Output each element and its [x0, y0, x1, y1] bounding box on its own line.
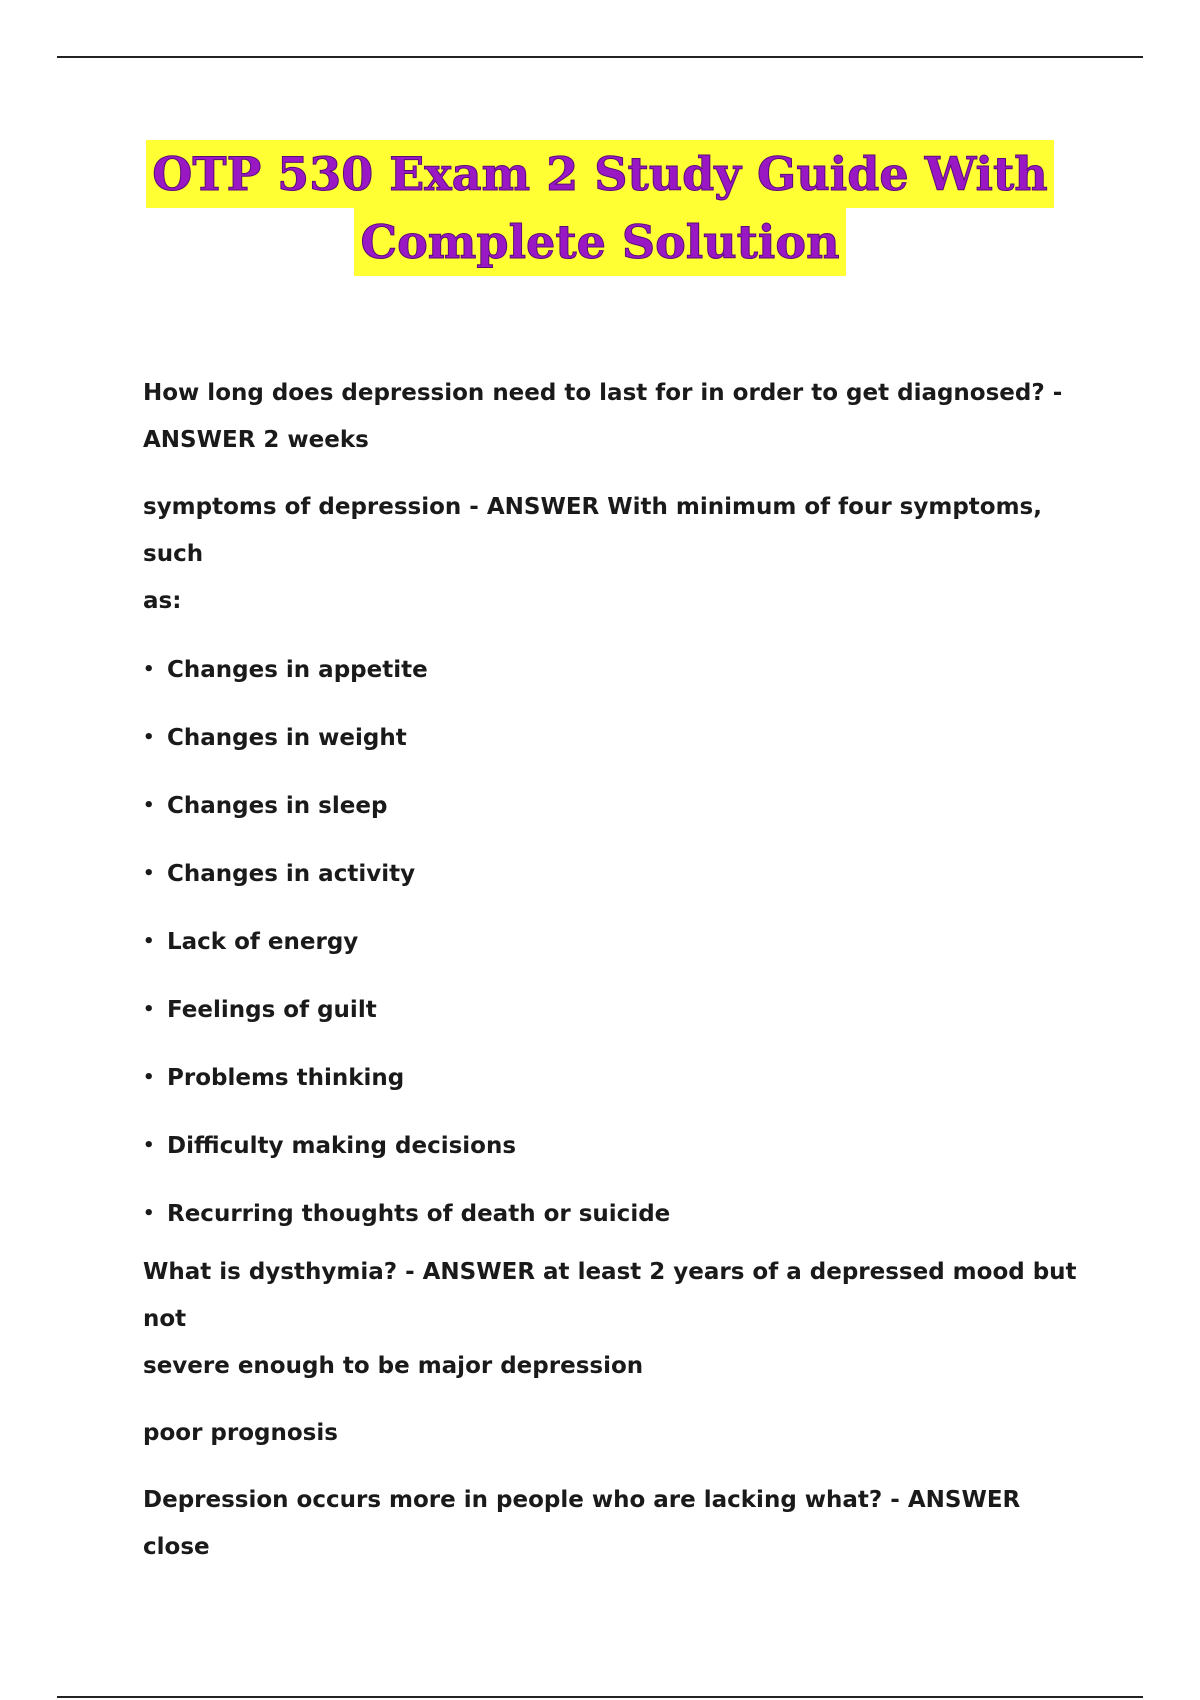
list-item: • Changes in appetite	[143, 653, 1093, 687]
qa-lacking: Depression occurs more in people who are lacking what? - ANSWER close	[143, 1487, 1021, 1560]
bullet-icon: •	[143, 795, 155, 816]
list-item: • Problems thinking	[143, 1061, 1093, 1095]
list-item: • Recurring thoughts of death or suicide	[143, 1197, 1093, 1231]
title-line-2: Complete Solution	[354, 208, 845, 276]
bullet-icon: •	[143, 1135, 155, 1156]
bullet-icon: •	[143, 931, 155, 952]
list-item: • Changes in activity	[143, 857, 1093, 891]
list-item: • Changes in weight	[143, 721, 1093, 755]
qa-dysthymia	[143, 1249, 1093, 1390]
list-item: • Difficulty making decisions	[143, 1129, 1093, 1163]
bullet-icon: •	[143, 727, 155, 748]
title-line-1: OTP 530 Exam 2 Study Guide With	[146, 140, 1053, 208]
list-item: • Lack of energy	[143, 925, 1093, 959]
bullet-icon: •	[143, 1067, 155, 1088]
bullet-icon: •	[143, 999, 155, 1020]
symptom-list	[143, 653, 1093, 1231]
top-rule	[57, 56, 1143, 58]
list-item: • Changes in sleep	[143, 789, 1093, 823]
list-item: • Feelings of guilt	[143, 993, 1093, 1027]
bottom-rule	[57, 1696, 1143, 1698]
prognosis-text: poor prognosis	[143, 1420, 338, 1446]
bullet-icon: •	[143, 659, 155, 680]
document-title	[0, 140, 1200, 276]
bullet-icon: •	[143, 1203, 155, 1224]
qa-symptoms-line-2: as:	[143, 588, 182, 614]
qa-symptoms-line-1: symptoms of depression - ANSWER With minimum of four symptoms, such	[143, 494, 1042, 567]
qa-diagnosis-line-1: How long does depression need to last for in order to get diagnosed? -	[143, 380, 1063, 406]
qa-dysthymia-line-2: severe enough to be major depression	[143, 1353, 644, 1379]
qa-diagnosis-line-2: ANSWER 2 weeks	[143, 427, 369, 453]
bullet-icon: •	[143, 863, 155, 884]
qa-dysthymia-line-1: What is dysthymia? - ANSWER at least 2 years of a depressed mood but not	[143, 1259, 1077, 1332]
qa-diagnosis-duration	[143, 370, 1093, 464]
document-body	[143, 370, 1093, 1571]
qa-symptoms	[143, 484, 1093, 625]
